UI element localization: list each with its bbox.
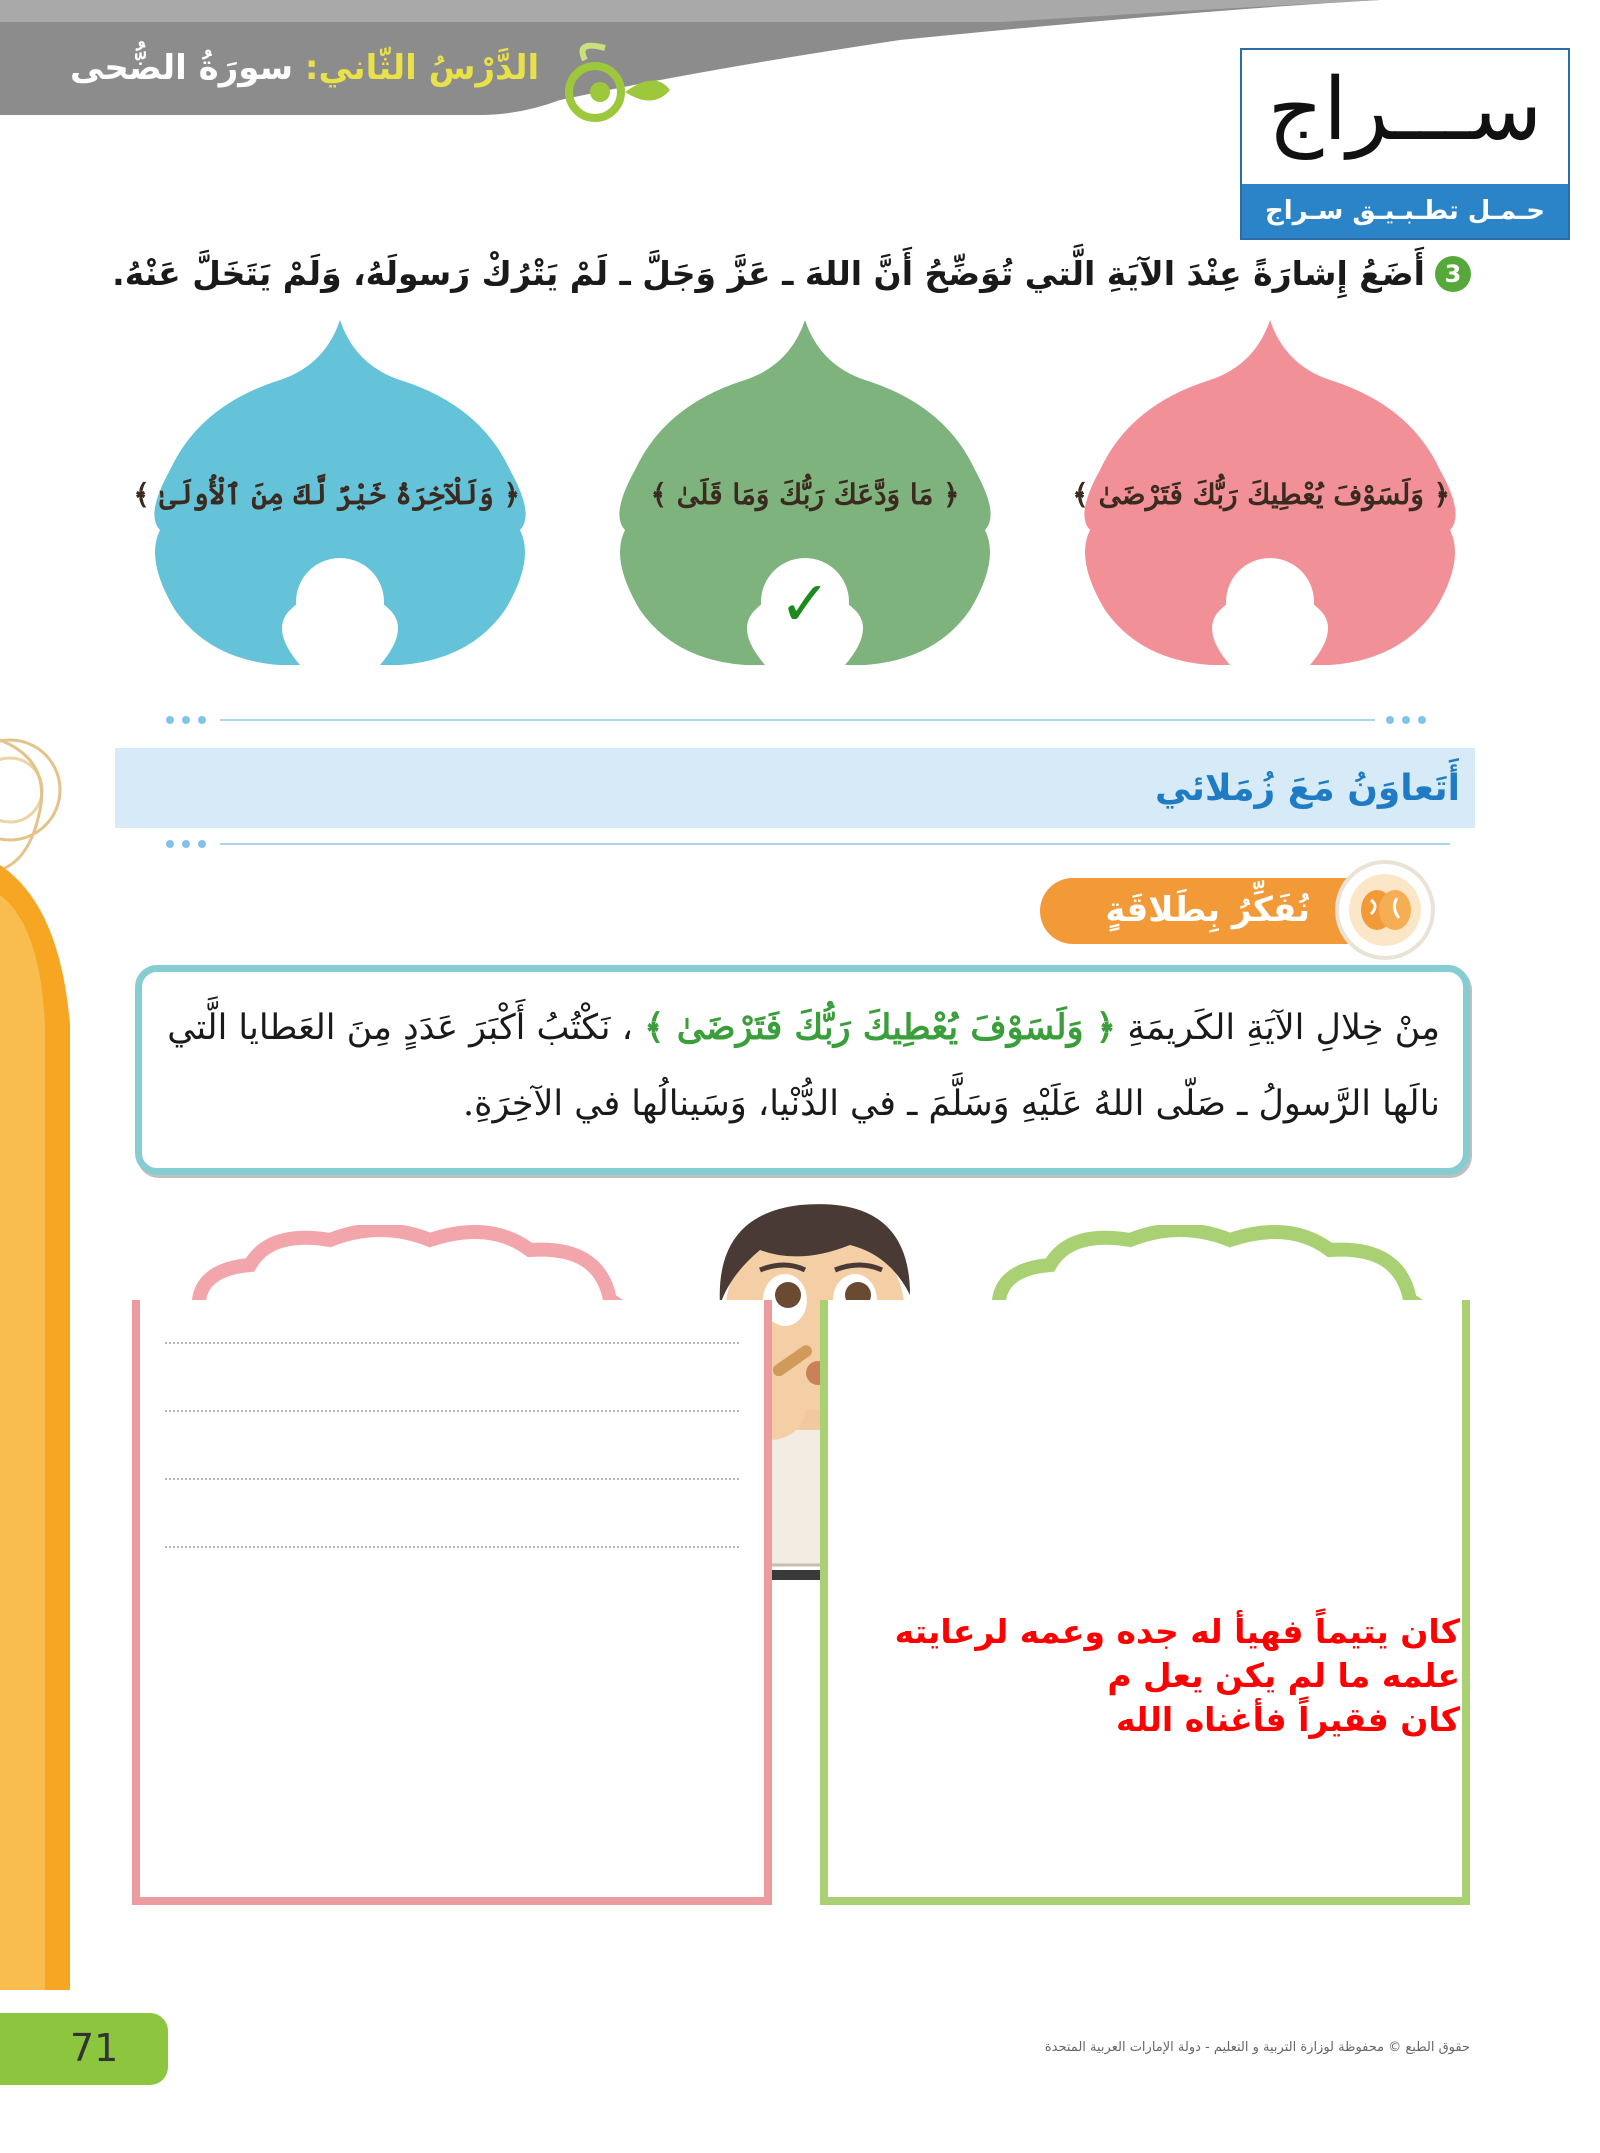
option-ayah-hereafter: ﴿ وَلَلْآخِرَةُ خَيْرٌ لَّكَ مِنَ ٱلْأُولَىٰ ﴾ — [133, 478, 520, 511]
instruction-before: مِنْ خِلالِ الآيَةِ الكَريمَةِ — [1127, 1008, 1440, 1048]
instruction-ayah: ﴿ وَلَسَوْفَ يُعْطِيكَ رَبُّكَ فَتَرْضَىٰ ﴾ — [644, 1007, 1117, 1048]
option-checkbox-not-forsaken[interactable]: ✓ — [779, 567, 831, 640]
siraj-app-logo[interactable] — [1240, 48, 1570, 240]
option-checkbox-hereafter[interactable] — [161, 560, 249, 648]
answer-box-worldly[interactable] — [820, 1300, 1470, 1905]
lesson-label: الدَّرْسُ الثّاني: — [304, 48, 540, 88]
answer-line-2: علمه ما لم يكن يعل م — [1107, 1656, 1460, 1695]
think-label: نُفَكِّرُ بِطَلاقَةٍ — [1105, 890, 1310, 930]
copyright-note: حقوق الطبع © محفوظة لوزارة التربية و التعليم - دولة الإمارات العربية المتحدة — [1044, 2040, 1470, 2055]
question-text: أَضَعُ إِشارَةً عِنْدَ الآيَةِ الَّتي تُوَضِّحُ أَنَّ اللهَ ـ عَزَّ وَجَلَّ ـ لَمْ يَتْرُكْ رَسولَهُ، وَلَمْ يَتَخَلَّ عَنْهُ. — [112, 254, 1425, 293]
lesson-title — [70, 48, 539, 88]
instruction-text — [150, 990, 1440, 1142]
brain-icon — [1339, 864, 1431, 956]
option-ayah-not-forsaken: ﴿ مَا وَدَّعَكَ رَبُّكَ وَمَا قَلَىٰ ﴾ — [650, 478, 960, 511]
answer-line-1: كان يتيماً فهيأ له جده وعمه لرعايته — [894, 1612, 1460, 1651]
answer-line-3: كان فقيراً فأغناه الله — [1116, 1700, 1460, 1739]
instruction-after: ، نَكْتُبُ أَكْبَرَ عَدَدٍ مِنَ العَطايا الَّتي نالَها الرَّسولُ ـ صَلّى اللهُ عَلَيْهِ وَسَلَّمَ ـ في الدُّنْيا، وَسَينالُها في الآخِرَةِ. — [167, 1008, 1440, 1124]
page-number: 71 — [70, 2026, 119, 2070]
siraj-subtitle: حـمـل تطـبـيـق سـراج — [1265, 196, 1545, 226]
option-ayah-will-give: ﴿ وَلَسَوْفَ يُعْطِيكَ رَبُّكَ فَتَرْضَىٰ ﴾ — [1072, 478, 1450, 511]
option-checkbox-will-give[interactable] — [1226, 560, 1314, 648]
side-decor-strip — [0, 865, 78, 1990]
swirl-ornament-icon — [545, 40, 685, 140]
lesson-name: سورَةُ الضُّحى — [70, 48, 294, 88]
siraj-logo-word: ســـراج — [1267, 60, 1543, 160]
answers-text — [840, 1610, 1460, 1742]
brain-icon-ring — [1335, 860, 1435, 960]
question-number-badge: 3 — [1435, 256, 1471, 292]
section-title: أَتَعاوَنُ مَعَ زُمَلائي — [1154, 768, 1460, 809]
answer-box-hereafter[interactable] — [132, 1300, 772, 1905]
